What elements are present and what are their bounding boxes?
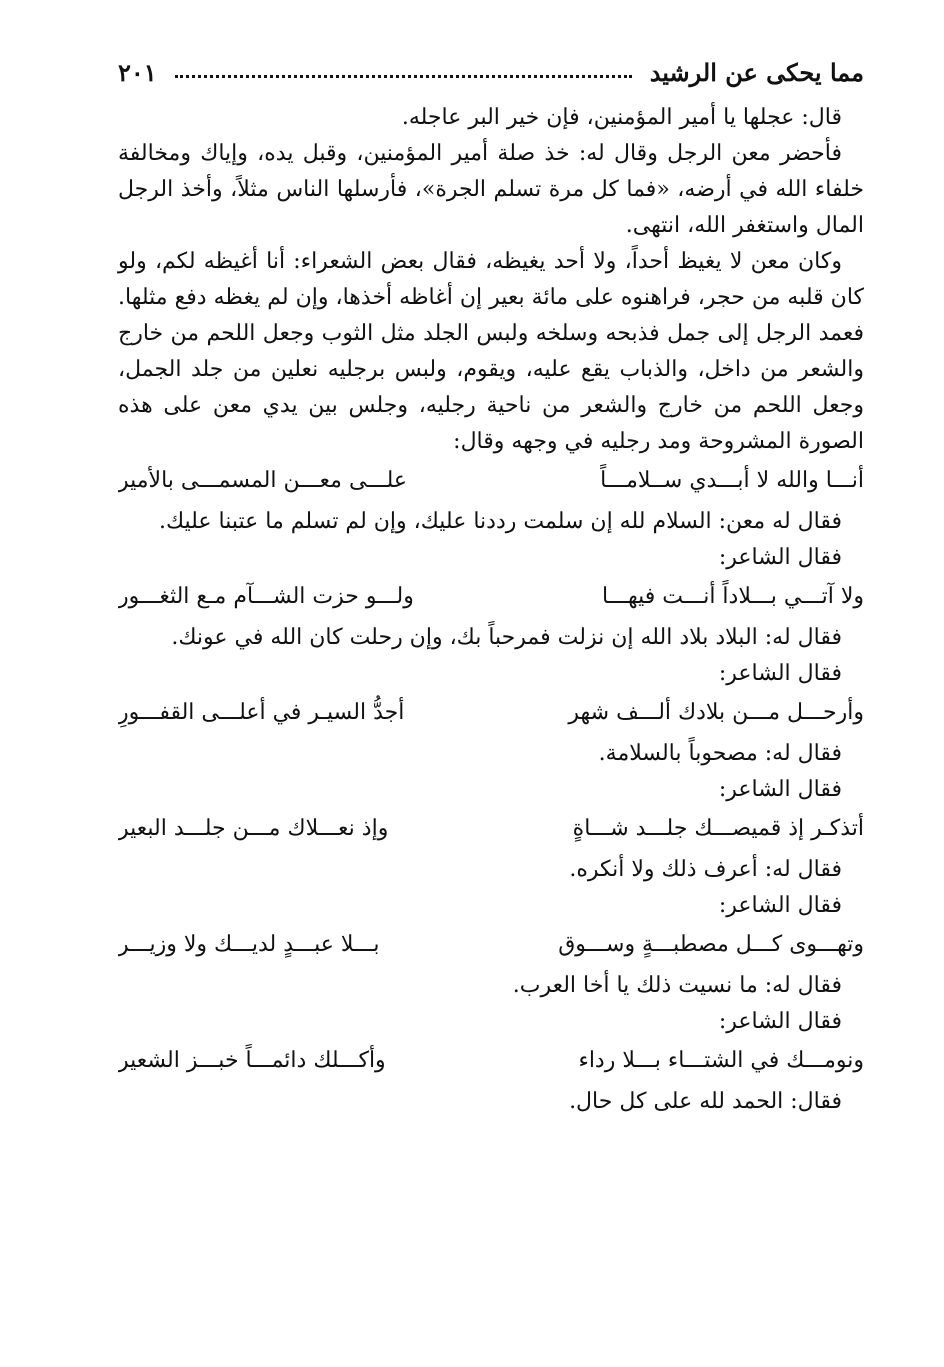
running-header (118, 52, 864, 92)
text-line: فقال له: مصحوباً بالسلامة. (598, 741, 842, 766)
chapter-title: مما يحكى عن الرشيد (649, 57, 864, 87)
verse-second-hemistich: علـــى معـــن المسمـــى بالأمير (118, 468, 408, 493)
paragraph: وكان معن لا يغيظ أحداً، ولا أحد يغيظه، فقال بعض الشعراء: أنا أغيظه لكم، ولو كان قلبه من حجر، فراهنوه على مائة بعير إن أغاظه أخذها، وإن لم يغظه دفع مثلها. فعمد الرجل إلى جمل فذبحه وسلخه ولبس الجلد مثل الثوب وجعل اللحم من خارج والشعر من داخل، والذباب يقع عليه، ويقوم، ولبس برجليه نعلين من جلد الجمل، وجعل اللحم من خارج والشعر من ناحية رجليه، وجلس بين يدي معن على هذه الصورة المشروحة ومد رجليه في وجهه وقال: (118, 249, 864, 454)
text-line: فقال: الحمد لله على كل حال. (569, 1089, 842, 1114)
text-line: فقال له: البلاد بلاد الله إن نزلت فمرحباً بك، وإن رحلت كان الله في عونك. (171, 625, 842, 650)
poem-verse (118, 926, 864, 964)
text-line: فقال الشاعر: (718, 893, 842, 918)
text-line: فقال له معن: السلام لله إن سلمت رددنا عليك، وإن لم تسلم ما عتبنا عليك. (158, 509, 842, 534)
paragraph: فأحضر معن الرجل وقال له: خذ صلة أمير المؤمنين، وقبل يده، وإياك ومخالفة خلفاء الله في أرضه، «فما كل مرة تسلم الجرة»، فأرسلها الناس مثلاً، وأخذ الرجل المال واستغفر الله، انتهى. (118, 141, 864, 238)
poem-verse (118, 1042, 864, 1080)
verse-first-hemistich: وأرحـــل مـــن بلادك ألـــف شهر (568, 700, 864, 725)
verse-second-hemistich: وأكـــلك دائمـــاً خبـــز الشعير (118, 1048, 386, 1073)
poem-verse (118, 578, 864, 616)
text-line: قال: عجلها يا أمير المؤمنين، فإن خير البر عاجله. (401, 105, 842, 130)
poem-verse (118, 810, 864, 848)
verse-second-hemistich: وإذ نعـــلاك مـــن جلـــد البعير (118, 816, 389, 841)
poem-verse (118, 694, 864, 732)
verse-first-hemistich: أنـــا والله لا أبـــدي ســلامـــاً (600, 468, 864, 493)
verse-first-hemistich: أتذكـر إذ قميصـــك جلـــد شـــاةٍ (572, 816, 864, 841)
poem-verse (118, 462, 864, 500)
page-body (118, 100, 864, 1120)
page-number: ٢٠١ (118, 57, 157, 87)
text-line: فقال الشاعر: (718, 661, 842, 686)
verse-first-hemistich: ونومـــك في الشتـــاء بـــلا رداء (578, 1048, 864, 1073)
header-dotted-leader (175, 75, 632, 78)
text-line: فقال الشاعر: (718, 1009, 842, 1034)
text-line: فقال الشاعر: (718, 777, 842, 802)
verse-second-hemistich: بـــلا عبـــدٍ لديـــك ولا وزيـــر (118, 932, 380, 957)
verse-second-hemistich: أجدُّ السيـر في أعلـــى القفـــورِ (118, 700, 405, 725)
text-line: فقال الشاعر: (718, 545, 842, 570)
text-line: فقال له: ما نسيت ذلك يا أخا العرب. (512, 973, 842, 998)
verse-first-hemistich: ولا آتـــي بـــلاداً أنـــت فيهـــا (601, 584, 864, 609)
verse-first-hemistich: وتهـــوى كـــل مصطبـــةٍ وســـوق (558, 932, 864, 957)
verse-second-hemistich: ولـــو حزت الشـــآم مـع الثغـــور (118, 584, 414, 609)
text-line: فقال له: أعرف ذلك ولا أنكره. (569, 857, 842, 882)
